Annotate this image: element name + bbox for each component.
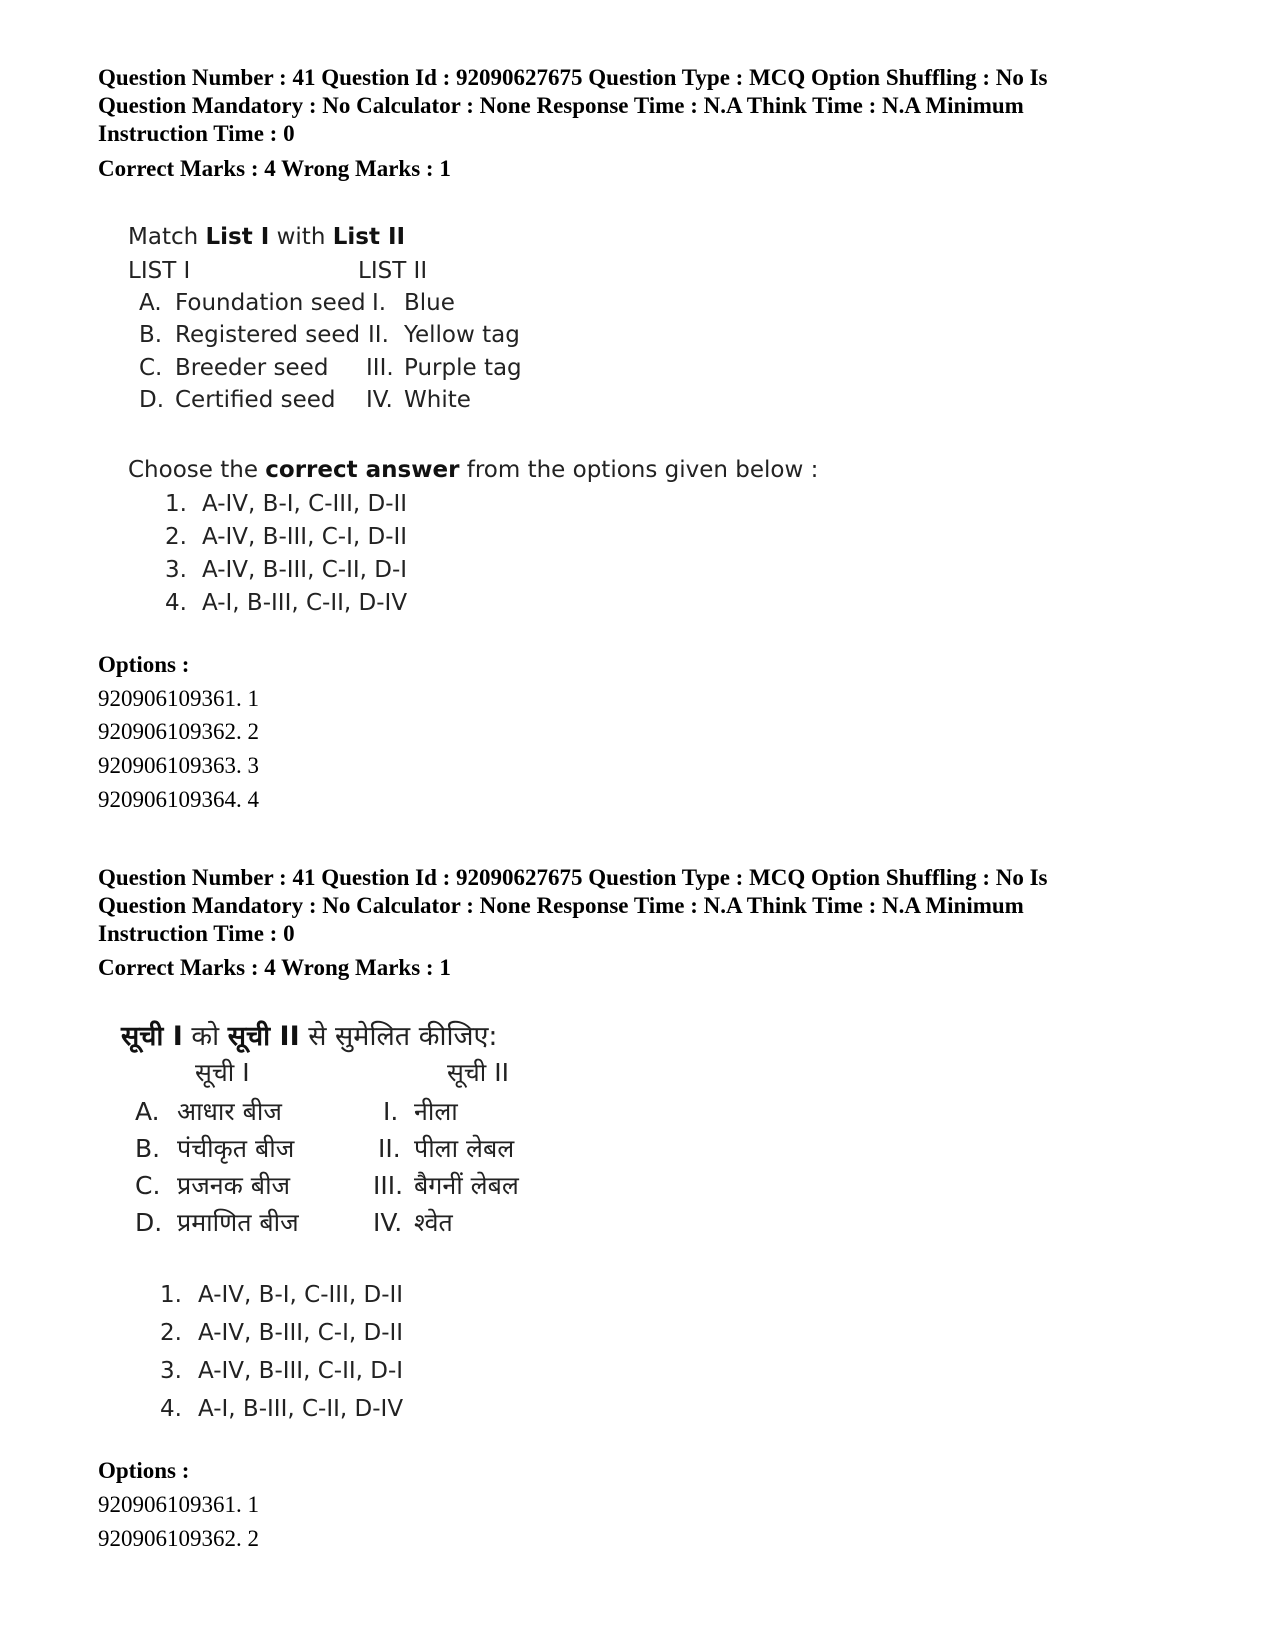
row-right-key: II. xyxy=(378,1134,401,1163)
row-left: प्रमाणित बीज xyxy=(177,1208,299,1237)
answer-text: A-IV, B-I, C-III, D-II xyxy=(198,1282,404,1308)
option-item: 920906109361. 1 xyxy=(98,686,259,711)
row-right: Yellow tag xyxy=(404,322,520,348)
meta-line: Question Mandatory : No Calculator : None Response Time : N.A Think Time : N.A Minimum xyxy=(98,93,1024,118)
row-left: Certified seed xyxy=(175,387,336,413)
row-right-key: IV. xyxy=(366,387,393,413)
option-item: 920906109364. 4 xyxy=(98,787,259,812)
row-key: C. xyxy=(139,355,163,381)
row-key: A. xyxy=(135,1097,160,1126)
answer-num: 3. xyxy=(165,557,187,583)
question-meta xyxy=(98,864,1188,948)
list2-header: LIST II xyxy=(358,258,428,284)
answer-num: 2. xyxy=(165,524,187,550)
row-right: श्वेत xyxy=(414,1208,453,1237)
row-left: Foundation seed xyxy=(175,290,366,316)
options-label: Options : xyxy=(98,652,190,677)
row-right-key: IV. xyxy=(373,1208,403,1237)
row-right: पीला लेबल xyxy=(414,1134,515,1163)
row-left: पंचीकृत बीज xyxy=(177,1134,295,1163)
meta-line: Instruction Time : 0 xyxy=(98,121,295,146)
answer-text: A-I, B-III, C-II, D-IV xyxy=(202,590,408,616)
row-key: B. xyxy=(139,322,163,348)
meta-line: Question Number : 41 Question Id : 92090627675 Question Type : MCQ Option Shuffling : No Is xyxy=(98,865,1048,890)
row-right: बैगनीं लेबल xyxy=(414,1171,519,1200)
row-key: D. xyxy=(135,1208,163,1237)
answer-text: A-IV, B-III, C-I, D-II xyxy=(202,524,408,550)
row-right-key: I. xyxy=(383,1097,399,1126)
match-instruction: Match List I with List II xyxy=(128,224,406,250)
row-key: A. xyxy=(139,290,162,316)
options-label: Options : xyxy=(98,1458,190,1483)
row-right: Blue xyxy=(404,290,455,316)
answer-num: 3. xyxy=(160,1358,182,1384)
answer-num: 1. xyxy=(165,491,187,517)
row-right: नीला xyxy=(414,1097,458,1126)
row-right-key: I. xyxy=(372,290,387,316)
answer-num: 1. xyxy=(160,1282,182,1308)
option-item: 920906109362. 2 xyxy=(98,719,259,744)
marks-line: Correct Marks : 4 Wrong Marks : 1 xyxy=(98,156,451,181)
match-instruction: सूची I को सूची II से सुमेलित कीजिए: xyxy=(121,1021,498,1052)
row-right-key: III. xyxy=(366,355,394,381)
row-left: आधार बीज xyxy=(177,1097,282,1126)
list1-header: सूची I xyxy=(195,1058,250,1087)
meta-line: Instruction Time : 0 xyxy=(98,921,295,946)
row-left: Registered seed xyxy=(175,322,361,348)
row-right: Purple tag xyxy=(404,355,522,381)
answer-text: A-IV, B-III, C-II, D-I xyxy=(198,1358,404,1384)
answer-num: 4. xyxy=(165,590,187,616)
row-key: B. xyxy=(135,1134,161,1163)
answer-num: 2. xyxy=(160,1320,182,1346)
answer-text: A-I, B-III, C-II, D-IV xyxy=(198,1396,404,1422)
row-right-key: III. xyxy=(373,1171,404,1200)
list2-header: सूची II xyxy=(447,1058,509,1087)
meta-line: Question Number : 41 Question Id : 92090627675 Question Type : MCQ Option Shuffling : No Is xyxy=(98,65,1048,90)
row-right: White xyxy=(404,387,471,413)
meta-line: Question Mandatory : No Calculator : None Response Time : N.A Think Time : N.A Minimum xyxy=(98,893,1024,918)
question-meta xyxy=(98,64,1188,148)
list1-header: LIST I xyxy=(128,258,191,284)
option-item: 920906109361. 1 xyxy=(98,1492,259,1517)
answer-text: A-IV, B-III, C-II, D-I xyxy=(202,557,408,583)
answer-num: 4. xyxy=(160,1396,182,1422)
row-left: प्रजनक बीज xyxy=(177,1171,291,1200)
answer-text: A-IV, B-III, C-I, D-II xyxy=(198,1320,404,1346)
row-right-key: II. xyxy=(368,322,389,348)
row-key: C. xyxy=(135,1171,161,1200)
option-item: 920906109363. 3 xyxy=(98,753,259,778)
row-left: Breeder seed xyxy=(175,355,329,381)
marks-line: Correct Marks : 4 Wrong Marks : 1 xyxy=(98,955,451,980)
row-key: D. xyxy=(139,387,165,413)
choose-instruction: Choose the correct answer from the options given below : xyxy=(128,457,819,483)
option-item: 920906109362. 2 xyxy=(98,1526,259,1551)
answer-text: A-IV, B-I, C-III, D-II xyxy=(202,491,408,517)
